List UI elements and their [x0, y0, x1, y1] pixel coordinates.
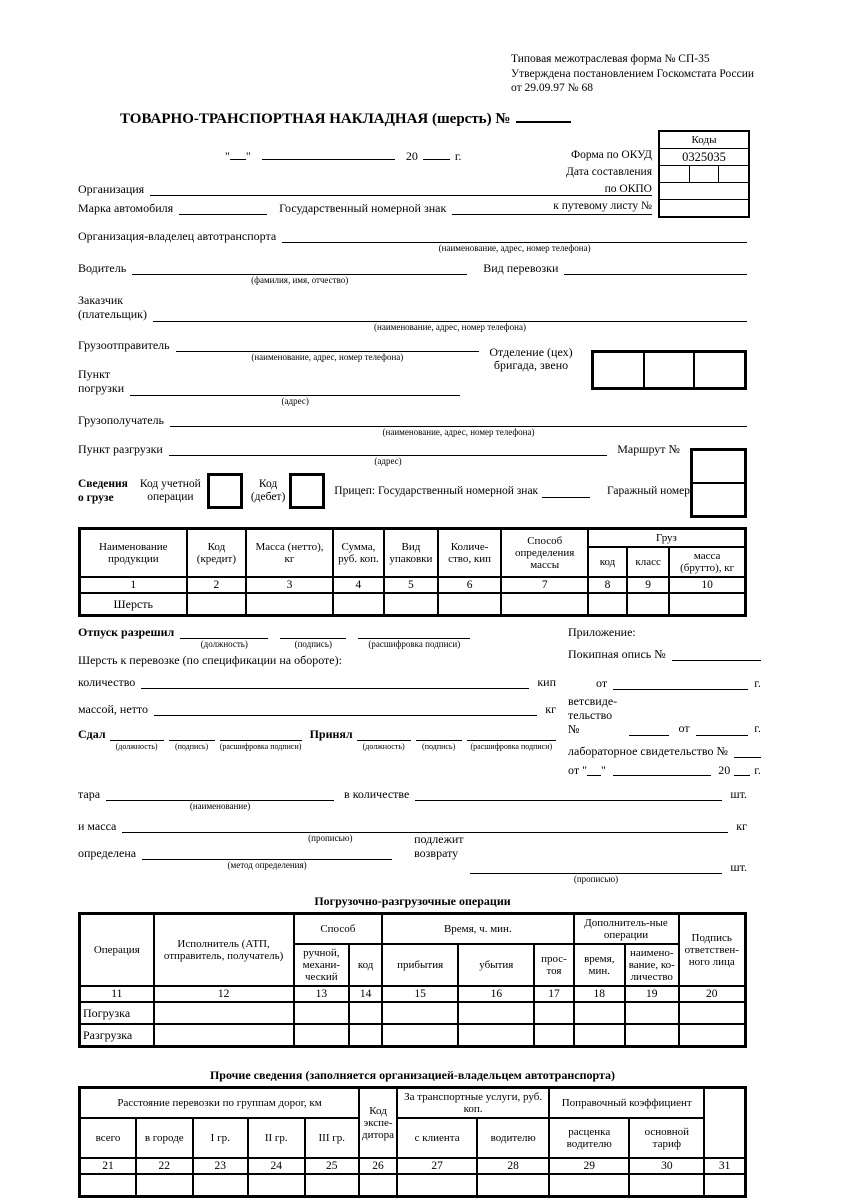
ops-empty-cell	[679, 1024, 746, 1047]
other-empty-cell	[305, 1174, 360, 1197]
other-header-tariff: основной тариф	[629, 1118, 704, 1158]
consignor-blank	[176, 338, 479, 352]
release-signature-blank	[280, 625, 346, 639]
received-signature-blank	[416, 727, 462, 741]
handed-decoded-blank	[220, 727, 302, 741]
debit-code-box	[289, 473, 325, 509]
release-row: Отпуск разрешил (должность) (подпись) (расшифровка подписи)	[78, 625, 556, 650]
col-number: 20	[679, 986, 746, 1002]
col-number: 17	[534, 986, 573, 1002]
operations-table-title: Погрузочно-разгрузочные операции	[314, 894, 511, 908]
driver-blank	[132, 261, 467, 275]
release-position-blank	[180, 625, 268, 639]
unloading-point-label: Пункт разгрузки	[78, 442, 163, 456]
vet-from-blank	[696, 723, 749, 736]
department-cell	[594, 353, 643, 387]
other-empty-cell	[397, 1174, 477, 1197]
tare-row: тара (наименование) в количестве шт.	[78, 787, 747, 811]
col-number: 19	[625, 986, 679, 1002]
trailer-label: Прицеп: Государственный номерной знак	[334, 485, 539, 497]
goods-empty-cell	[187, 593, 247, 616]
goods-header-net-mass: Масса (нетто), кг	[246, 529, 332, 578]
organization-label: Организация	[78, 182, 145, 196]
cargo-info-row	[78, 473, 690, 509]
and-mass-blank	[122, 819, 728, 833]
vet-number-blank	[629, 723, 668, 736]
quote: "	[601, 763, 606, 777]
transport-type-label: Вид перевозки	[483, 261, 559, 275]
other-empty-cell	[248, 1174, 305, 1197]
handed-label: Сдал	[78, 727, 106, 741]
year-g-label: г.	[754, 721, 761, 735]
col-number: 7	[501, 577, 587, 593]
vet-date-blank	[613, 676, 748, 690]
col-number: 13	[294, 986, 350, 1002]
bale-list-row	[568, 647, 761, 662]
consignor-loading-group	[78, 338, 747, 407]
other-header-empty	[704, 1088, 745, 1159]
lab-number-blank	[734, 744, 761, 758]
ops-header-name-qty: наимено-вание, ко-личество	[625, 944, 679, 986]
okpo-code-cell	[660, 182, 748, 199]
ops-empty-cell	[294, 1002, 350, 1024]
date-code-cell	[718, 166, 748, 182]
wool-spec-label: Шерсть к перевозке (по спецификации на обороте):	[78, 653, 342, 667]
due-return-blank	[470, 860, 723, 874]
col-number: 23	[193, 1158, 248, 1174]
department-label: Отделение (цех) бригада, звено	[489, 345, 573, 372]
other-empty-cell	[193, 1174, 248, 1197]
quote: "	[225, 149, 230, 163]
col-number: 18	[574, 986, 625, 1002]
route-garage-box	[690, 448, 747, 518]
driver-label: Водитель	[78, 261, 127, 275]
middle-section	[78, 625, 761, 778]
lab-year-blank	[734, 763, 750, 776]
other-info-table	[78, 1086, 747, 1198]
handed-received-row: Сдал (должность) (подпись) (расшифровка подписи) Принял (должность) (подпись) (расшифровка подписи)	[78, 727, 556, 752]
other-header-total: всего	[80, 1118, 137, 1158]
consignee-caption: (наименование, адрес, номер телефона)	[382, 427, 535, 437]
form-ref-line1: Типовая межотраслевая форма № СП-35	[511, 53, 710, 65]
form-reference	[511, 52, 754, 96]
middle-left	[78, 625, 556, 778]
vehicle-row	[78, 201, 652, 216]
from-label: от	[568, 763, 580, 777]
ops-header-time-min: время, мин.	[574, 944, 625, 986]
other-header-g2: II гр.	[248, 1118, 305, 1158]
other-header-services-group: За транспортные услуги, руб. коп.	[397, 1088, 549, 1119]
vet-certificate-label: ветсвиде- тельство №	[568, 694, 618, 736]
tare-label: тара	[78, 787, 101, 801]
col-number: 16	[458, 986, 534, 1002]
loading-point-row	[78, 367, 479, 407]
col-number: 27	[397, 1158, 477, 1174]
ops-empty-cell	[679, 1002, 746, 1024]
customer-row	[78, 293, 747, 333]
col-number: 2	[187, 577, 247, 593]
ops-empty-cell	[534, 1002, 573, 1024]
ops-header-signature: Подпись ответствен-ного лица	[679, 914, 746, 987]
ops-empty-cell	[154, 1024, 294, 1047]
waybill-code-cell	[660, 199, 748, 216]
other-header-g3: III гр.	[305, 1118, 360, 1158]
form-ref-line2: Утверждена постановлением Госкомстата России	[511, 67, 755, 80]
ops-header-manual: ручной, механи-ческий	[294, 944, 350, 986]
lab-date-row	[568, 763, 761, 778]
ops-empty-cell	[349, 1002, 382, 1024]
vet-certificate-row	[568, 694, 761, 736]
col-number: 30	[629, 1158, 704, 1174]
owner-row	[78, 229, 747, 254]
attachment-label: Приложение:	[568, 625, 636, 639]
other-header-client: с клиента	[397, 1118, 477, 1158]
date-code-cell	[660, 166, 689, 182]
consignee-label: Грузополучатель	[78, 413, 165, 427]
col-number: 25	[305, 1158, 360, 1174]
tare-blank	[106, 787, 334, 801]
loading-point-blank	[130, 382, 460, 396]
ops-header-operation: Операция	[80, 914, 154, 987]
col-number: 5	[384, 577, 438, 593]
goods-empty-cell	[501, 593, 587, 616]
owner-blank	[282, 229, 747, 243]
year-g-label: г.	[754, 676, 761, 690]
and-mass-label: и масса	[78, 819, 117, 833]
year-suffix: г.	[454, 149, 462, 163]
form-ref-line3: от 29.09.97 № 68	[511, 82, 593, 94]
trailer-plate-blank	[542, 485, 590, 498]
goods-empty-cell	[246, 593, 332, 616]
ops-empty-cell	[458, 1024, 534, 1047]
col-number: 9	[627, 577, 669, 593]
okud-label: Форма по ОКУД	[571, 149, 652, 161]
loading-point-label: Пункт погрузки	[78, 367, 125, 395]
customer-label: Заказчик (плательщик)	[78, 293, 147, 321]
col-number: 21	[80, 1158, 137, 1174]
ops-row-label: Погрузка	[80, 1002, 154, 1024]
title-number-blank	[516, 108, 571, 123]
due-return-label: подлежит возврату	[414, 832, 464, 860]
operations-table	[78, 912, 747, 1048]
received-decoded-blank	[467, 727, 556, 741]
year-blank	[423, 147, 450, 160]
bale-list-blank	[672, 647, 761, 661]
okpo-label: по ОКПО	[604, 183, 652, 195]
consignor-row	[78, 338, 479, 363]
day-blank	[230, 147, 246, 160]
date-label: Дата составления	[565, 166, 652, 178]
lab-certificate-row	[568, 744, 761, 759]
col-number: 4	[333, 577, 384, 593]
goods-header-quantity: Количе-ство, кип	[438, 529, 502, 578]
codes-header: Коды	[691, 134, 717, 146]
date-code-cell	[689, 166, 719, 182]
garage-number-label: Гаражный номер	[607, 485, 690, 497]
consignor-label: Грузоотправитель	[78, 338, 170, 352]
goods-header-packing: Вид упаковки	[384, 529, 438, 578]
net-mass-blank	[154, 702, 537, 716]
year-g-label: г.	[754, 763, 761, 777]
consignee-blank	[170, 413, 747, 427]
route-cell	[693, 451, 744, 484]
quantity-blank	[141, 675, 529, 689]
lab-month-blank	[613, 763, 711, 776]
col-number: 11	[80, 986, 154, 1002]
unloading-point-row	[78, 442, 690, 467]
ops-header-idle: прос-тоя	[534, 944, 573, 986]
quote: "	[582, 763, 587, 777]
ops-header-executor: Исполнитель (АТП, отправитель, получатель)	[154, 914, 294, 987]
determined-label: определена	[78, 846, 137, 860]
bale-list-label: Покипная опись №	[568, 647, 666, 661]
col-number: 3	[246, 577, 332, 593]
ops-row-label: Разгрузка	[80, 1024, 154, 1047]
col-number: 6	[438, 577, 502, 593]
goods-product-cell: Шерсть	[80, 593, 187, 616]
ops-empty-cell	[382, 1002, 458, 1024]
col-number: 12	[154, 986, 294, 1002]
driver-caption: (фамилия, имя, отчество)	[251, 275, 349, 285]
codes-box	[658, 130, 750, 218]
goods-empty-cell	[627, 593, 669, 616]
ops-empty-cell	[534, 1024, 573, 1047]
other-header-driver: водителю	[477, 1118, 549, 1158]
month-blank	[262, 147, 395, 160]
okud-value: 0325035	[660, 148, 748, 165]
and-mass-row: и масса (прописью) кг	[78, 819, 747, 843]
goods-header-method: Способ определения массы	[501, 529, 587, 578]
col-number: 29	[549, 1158, 629, 1174]
ops-header-code: код	[349, 944, 382, 986]
ops-empty-cell	[349, 1024, 382, 1047]
debit-code-label: Код (дебет)	[250, 478, 286, 503]
form-body	[78, 229, 761, 1198]
ops-empty-cell	[574, 1024, 625, 1047]
organization-blank	[150, 182, 652, 196]
owner-caption: (наименование, адрес, номер телефона)	[438, 243, 591, 253]
century: 20	[405, 149, 418, 163]
department-box	[591, 350, 747, 390]
net-mass-row	[78, 702, 556, 717]
from-label: от	[596, 676, 608, 690]
received-label: Принял	[309, 727, 353, 741]
handed-signature-blank	[169, 727, 215, 741]
state-plate-blank	[452, 201, 652, 215]
goods-header-cargo-class: класс	[627, 547, 669, 577]
middle-right	[568, 625, 761, 778]
other-table-title: Прочие сведения (заполняется организацией-владельцем автотранспорта)	[209, 1068, 616, 1082]
in-quantity-label: в количестве	[344, 787, 410, 801]
sht-label: шт.	[730, 787, 747, 801]
route-label: Маршрут №	[617, 442, 680, 456]
goods-header-sum: Сумма, руб. коп.	[333, 529, 384, 578]
col-number: 26	[359, 1158, 397, 1174]
from-label: от	[678, 721, 690, 735]
loading-point-caption: (адрес)	[281, 396, 309, 406]
department-cell	[643, 353, 694, 387]
other-header-coef-group: Поправочный коэффициент	[549, 1088, 704, 1119]
quote: "	[245, 149, 251, 163]
vet-date-row	[568, 676, 761, 691]
ops-empty-cell	[154, 1002, 294, 1024]
transport-type-blank	[564, 261, 747, 275]
col-number: 1	[80, 577, 187, 593]
customer-blank	[153, 308, 747, 322]
unloading-point-blank	[169, 442, 607, 456]
other-empty-cell	[477, 1174, 549, 1197]
ops-header-departure: убытия	[458, 944, 534, 986]
col-number: 24	[248, 1158, 305, 1174]
century: 20	[718, 763, 731, 777]
other-empty-cell	[80, 1174, 137, 1197]
goods-header-gross-mass: масса (брутто), кг	[669, 547, 745, 577]
received-position-blank	[357, 727, 411, 741]
other-header-g1: I гр.	[193, 1118, 248, 1158]
other-header-forwarder: Код экспе-дитора	[359, 1088, 397, 1159]
col-number: 14	[349, 986, 382, 1002]
account-code-box	[207, 473, 243, 509]
net-mass-label: массой, нетто	[78, 702, 148, 716]
col-number: 10	[669, 577, 745, 593]
ops-empty-cell	[458, 1002, 534, 1024]
vehicle-make-blank	[179, 201, 267, 215]
waybill-label: к путевому листу №	[553, 200, 652, 212]
col-number: 31	[704, 1158, 745, 1174]
other-header-city: в городе	[136, 1118, 193, 1158]
other-empty-cell	[629, 1174, 704, 1197]
cargo-info-label: Сведения о грузе	[78, 478, 128, 504]
kip-label: кип	[537, 675, 556, 689]
date-line	[225, 147, 461, 164]
kg-label: кг	[736, 819, 747, 833]
department-block	[479, 346, 747, 407]
vehicle-make-label: Марка автомобиля	[78, 201, 174, 215]
ops-header-way-group: Способ	[294, 914, 383, 945]
goods-header-cargo-group: Груз	[588, 529, 746, 548]
goods-empty-cell	[384, 593, 438, 616]
other-empty-cell	[549, 1174, 629, 1197]
ops-header-extra-group: Дополнитель-ные операции	[574, 914, 679, 945]
sht-label: шт.	[730, 860, 747, 874]
ops-empty-cell	[625, 1002, 679, 1024]
garage-cell	[693, 484, 744, 515]
owner-label: Организация-владелец автотранспорта	[78, 229, 277, 243]
determined-method-blank	[142, 846, 392, 860]
other-empty-cell	[704, 1174, 745, 1197]
unloading-point-caption: (адрес)	[374, 456, 402, 466]
consignee-row	[78, 413, 747, 438]
goods-table	[78, 527, 747, 617]
release-allowed-label: Отпуск разрешил	[78, 625, 175, 639]
consignor-caption: (наименование, адрес, номер телефона)	[251, 352, 404, 362]
release-decoded-blank	[358, 625, 470, 639]
lab-certificate-label: лабораторное свидетельство №	[568, 744, 728, 758]
ops-empty-cell	[382, 1024, 458, 1047]
driver-row	[78, 261, 747, 286]
ops-header-time-group: Время, ч. мин.	[382, 914, 573, 945]
kg-label: кг	[545, 702, 556, 716]
col-number: 15	[382, 986, 458, 1002]
other-empty-cell	[136, 1174, 193, 1197]
other-header-rate: расценка водителю	[549, 1118, 629, 1158]
other-empty-cell	[359, 1174, 397, 1197]
document-title	[120, 108, 571, 128]
quantity-label: количество	[78, 675, 136, 689]
title-text: ТОВАРНО-ТРАНСПОРТНАЯ НАКЛАДНАЯ (шерсть) №	[120, 111, 511, 127]
handed-position-blank	[110, 727, 164, 741]
department-cell	[693, 353, 744, 387]
goods-header-code: Код (кредит)	[187, 529, 247, 578]
goods-empty-cell	[669, 593, 745, 616]
ops-empty-cell	[574, 1002, 625, 1024]
col-number: 22	[136, 1158, 193, 1174]
account-code-label: Код учетной операции	[139, 478, 201, 503]
organization-row	[78, 182, 652, 197]
state-plate-label: Государственный номерной знак	[279, 201, 447, 215]
goods-empty-cell	[333, 593, 384, 616]
other-header-distance-group: Расстояние перевозки по группам дорог, км	[80, 1088, 360, 1119]
unloading-cargo-group	[78, 442, 747, 518]
quantity-row	[78, 675, 556, 690]
goods-empty-cell	[588, 593, 627, 616]
ops-empty-cell	[625, 1024, 679, 1047]
goods-header-product: Наименование продукции	[80, 529, 187, 578]
lab-day-blank	[587, 763, 601, 776]
goods-header-cargo-code: код	[588, 547, 627, 577]
tare-quantity-blank	[415, 787, 722, 801]
col-number: 8	[588, 577, 627, 593]
col-number: 28	[477, 1158, 549, 1174]
customer-caption: (наименование, адрес, номер телефона)	[374, 322, 526, 332]
date-code-cells	[660, 165, 748, 182]
ops-header-arrival: прибытия	[382, 944, 458, 986]
determined-row: определена (метод определения) подлежит возврату (прописью) шт.	[78, 832, 747, 884]
goods-empty-cell	[438, 593, 502, 616]
ops-empty-cell	[294, 1024, 350, 1047]
